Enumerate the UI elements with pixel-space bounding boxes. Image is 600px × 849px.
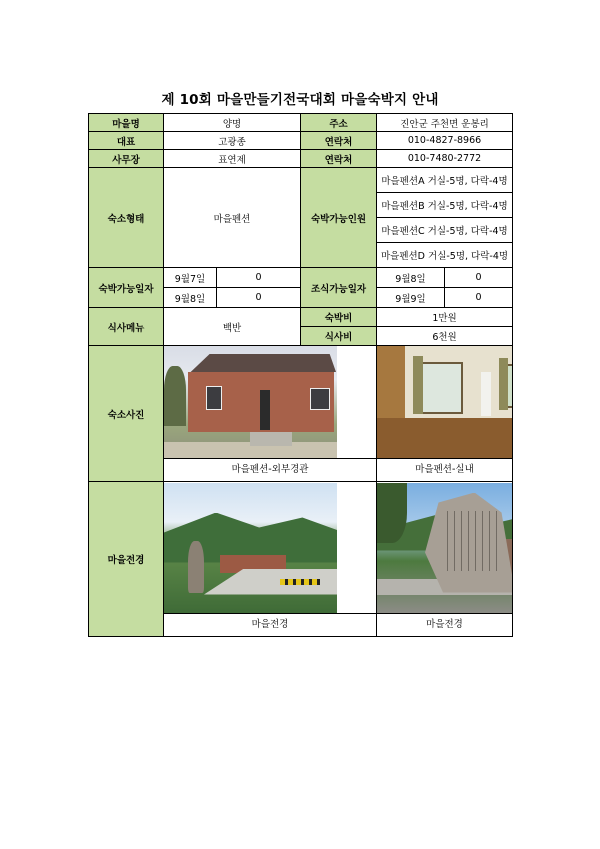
lodging-type-value: 마을펜션 [164,168,301,268]
village-stone-photo-cell [377,482,513,637]
table-row [89,132,513,150]
page-title: 제 10회 마을만들기전국대회 마을숙박지 안내 [161,92,439,108]
table-row [89,168,513,193]
office-value: 표연제 [164,150,301,168]
rep-label: 대표 [89,132,164,150]
rep-contact-label: 연락처 [301,132,377,150]
lodging-fee-label: 숙박비 [301,308,377,327]
table-row [89,150,513,168]
table-row [89,268,513,288]
address-value: 진안군 주천면 운봉리 [377,114,513,132]
interior-photo-cell [377,346,513,482]
meal-fee-label: 식사비 [301,327,377,346]
capacity-item: 마을펜션C 거실-5명, 다락-4명 [377,218,513,243]
capacity-label: 숙박가능인원 [301,168,377,268]
stay-date: 9월7일 [164,268,217,288]
breakfast-count: 0 [445,288,513,308]
lodging-type-label: 숙소형태 [89,168,164,268]
capacity-item: 마을펜션B 거실-5명, 다락-4명 [377,193,513,218]
office-contact-label: 연락처 [301,150,377,168]
exterior-photo-cell [164,346,377,482]
table-row [89,114,513,132]
pension-interior-photo [377,346,513,458]
meal-menu-label: 식사메뉴 [89,308,164,346]
table-row [89,308,513,327]
breakfast-date: 9월9일 [377,288,445,308]
pension-exterior-photo [164,346,337,458]
breakfast-count: 0 [445,268,513,288]
meal-menu-value: 백반 [164,308,301,346]
address-label: 주소 [301,114,377,132]
village-view-label: 마을전경 [89,482,164,637]
capacity-item: 마을펜션D 거실-5명, 다락-4명 [377,243,513,268]
stay-date: 9월8일 [164,288,217,308]
table-row [89,482,513,637]
meal-fee-value: 6천원 [377,327,513,346]
exterior-caption: 마을펜션-외부경관 [164,458,376,481]
table-row [89,346,513,482]
rep-phone: 010-4827-8966 [377,132,513,150]
village-label: 마을명 [89,114,164,132]
stay-count: 0 [217,268,301,288]
breakfast-dates-label: 조식가능일자 [301,268,377,308]
lodging-info-table [88,113,513,637]
stay-count: 0 [217,288,301,308]
lodging-fee-value: 1만원 [377,308,513,327]
village-caption-2: 마을전경 [377,613,512,636]
village-stone-photo [377,483,513,613]
breakfast-date: 9월8일 [377,268,445,288]
capacity-item: 마을펜션A 거실-5명, 다락-4명 [377,168,513,193]
rep-value: 고광종 [164,132,301,150]
village-photo-cell [164,482,377,637]
village-value: 양명 [164,114,301,132]
office-label: 사무장 [89,150,164,168]
stay-dates-label: 숙박가능일자 [89,268,164,308]
village-caption-1: 마을전경 [164,613,376,636]
lodging-photos-label: 숙소사진 [89,346,164,482]
office-phone: 010-7480-2772 [377,150,513,168]
village-view-photo [164,483,337,613]
interior-caption: 마을펜션-실내 [377,458,512,481]
